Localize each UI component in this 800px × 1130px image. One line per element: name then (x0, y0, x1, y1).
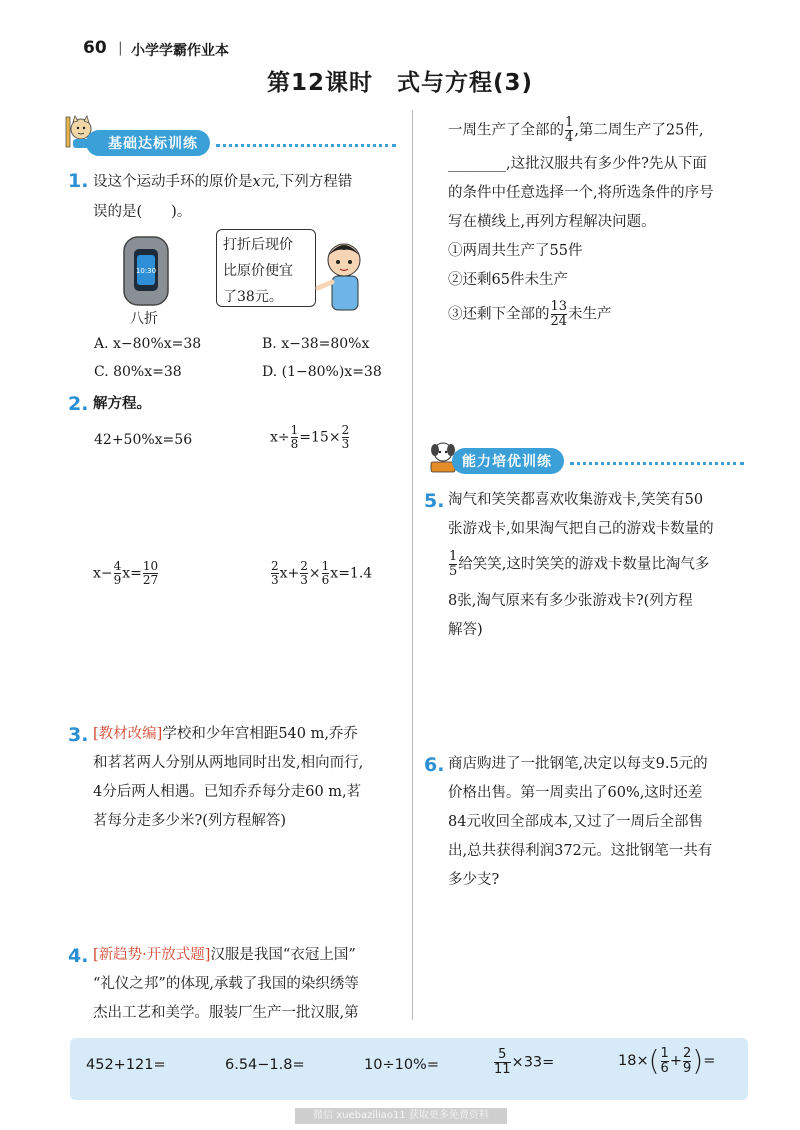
fraction-denominator: 9 (113, 573, 122, 587)
condition-1: ①两周共生产了55件 (448, 243, 583, 259)
fraction-numerator: 2 (341, 423, 350, 437)
page-number: 60 (83, 38, 107, 58)
fraction-numerator: 1 (449, 549, 458, 564)
eq2-fraction-1 (291, 424, 299, 451)
eq4-part-a: x+ (279, 565, 300, 582)
equation-3 (93, 560, 159, 587)
question-number-2: 2. (68, 393, 89, 415)
svg-text:10:30: 10:30 (135, 267, 157, 275)
question-5-line-2: 张游戏卡,如果淘气把自己的游戏卡数量的 (448, 521, 714, 537)
equation-2 (270, 424, 350, 451)
question-number-5: 5. (424, 490, 445, 512)
question-4-line-4 (448, 116, 703, 146)
fraction-denominator: 4 (565, 130, 574, 145)
speech-bubble (216, 229, 316, 307)
equation-1: 42+50%x=56 (94, 432, 193, 448)
fraction-denominator: 3 (271, 573, 279, 587)
calc-2: 6.54−1.8= (225, 1057, 305, 1073)
question-number-4: 4. (68, 945, 89, 967)
section-banner-advanced (452, 448, 744, 474)
option-b: B. x−38=80%x (262, 336, 370, 352)
fraction-denominator: 24 (550, 314, 568, 329)
watch-label: 八折 (130, 311, 158, 327)
fraction-numerator: 1 (290, 423, 299, 437)
question-6-line-2: 价格出售。第一周卖出了60%,这时还差 (448, 785, 703, 801)
fraction-denominator: 8 (290, 437, 299, 451)
q4-r1-text-b: ,第二周生产了25件, (574, 122, 704, 139)
fraction-numerator: 2 (300, 559, 308, 573)
q4-fraction-quarter (565, 116, 573, 145)
q5-fraction (449, 550, 457, 579)
fraction-denominator: 27 (142, 573, 159, 587)
option-c: C. 80%x=38 (94, 364, 182, 380)
fitness-band-icon (118, 235, 174, 307)
eq2-part-a: x÷ (270, 429, 290, 446)
equation-4 (270, 560, 372, 587)
section-title-advanced: 能力培优训练 (452, 448, 564, 474)
section-title-basic: 基础达标训练 (86, 130, 210, 156)
banner-dots (216, 143, 396, 147)
question-5-line-4: 8张,淘气原来有多少张游戏卡?(列方程 (448, 593, 693, 609)
q1-text-a: 设这个运动手环的原价是 (93, 174, 253, 190)
calc-5-text-b: = (703, 1053, 716, 1069)
question-4-line-7: 写在横线上,再列方程解决问题。 (448, 214, 656, 230)
question-6-line-5: 多少支? (448, 872, 500, 888)
fraction-denominator: 11 (494, 1062, 511, 1077)
calc-5 (618, 1046, 715, 1076)
lesson-title: 第12课时 式与方程(3) (266, 70, 534, 96)
calc-5-fraction-1 (661, 1047, 669, 1076)
question-number-1: 1. (68, 170, 89, 192)
section-banner-basic (86, 130, 396, 156)
calc-1: 452+121= (86, 1057, 166, 1073)
eq4-fraction-3 (322, 560, 330, 587)
watermark: 微信 xuebaziliao11 获取更多免费资料 (295, 1108, 507, 1124)
eq3-fraction-1 (114, 560, 122, 587)
left-paren: ( (648, 1044, 660, 1077)
bubble-line-2: 比原价便宜 (223, 263, 293, 279)
book-title: 小学学霸作业本 (131, 43, 229, 59)
fraction-numerator: 1 (321, 559, 330, 573)
boy-character-icon (314, 234, 374, 314)
bubble-line-3: 了38元。 (223, 289, 283, 305)
question-1-line-1 (93, 168, 403, 197)
option-d: D. (1−80%)x=38 (262, 364, 382, 380)
question-3-line-3: 4分后两人相遇。已知乔乔每分走60 m,茗 (93, 784, 362, 800)
fraction-denominator: 5 (449, 564, 458, 579)
question-4-line-1 (93, 941, 408, 970)
calc-5-fraction-2 (683, 1047, 691, 1076)
header-separator: | (118, 40, 123, 56)
option-a: A. x−80%x=38 (94, 336, 202, 352)
question-6-line-4: 出,总共获得利润372元。这批钢笔一共有 (448, 843, 713, 859)
condition-2: ②还剩65件未生产 (448, 272, 568, 288)
fraction-numerator: 2 (682, 1045, 692, 1061)
condition-3-fraction (551, 300, 568, 329)
fraction-numerator: 13 (550, 299, 568, 314)
question-3-line-2: 和茗茗两人分别从两地同时出发,相向而行, (93, 755, 364, 771)
banner-dots (570, 461, 744, 465)
question-3-tag: [教材改编] (93, 726, 163, 742)
question-4-blank-line[interactable]: ________,这批汉服共有多少件?先从下面 (448, 156, 707, 172)
condition-3-text-b: 未生产 (568, 306, 612, 323)
eq2-part-b: =15× (299, 429, 341, 446)
q1-variable: x (252, 174, 261, 190)
question-3-line-4: 茗每分走多少米?(列方程解答) (93, 813, 287, 829)
q1-text-b: 元,下列方程错 (260, 174, 353, 190)
fraction-numerator: 1 (565, 115, 574, 130)
fraction-denominator: 6 (660, 1060, 669, 1076)
eq4-part-c: x=1.4 (330, 565, 373, 582)
question-number-6: 6. (424, 754, 445, 776)
fraction-numerator: 2 (271, 559, 279, 573)
question-5-line-3 (448, 550, 709, 580)
question-4-line-3: 杰出工艺和美学。服装厂生产一批汉服,第 (93, 1005, 359, 1021)
fraction-denominator: 3 (300, 573, 308, 587)
eq2-fraction-2 (342, 424, 350, 451)
eq3-part-b: x= (122, 565, 142, 582)
calc-4 (493, 1048, 554, 1077)
q4-r1-text-a: 一周生产了全部的 (448, 122, 564, 139)
question-3-line-1 (93, 720, 408, 749)
column-divider (412, 110, 413, 1020)
eq3-part-a: x− (93, 565, 113, 582)
right-paren: ) (692, 1044, 704, 1077)
question-1-line-2: 误的是( )。 (93, 204, 192, 220)
q4-text: 汉服是我国“衣冠上国” (210, 947, 356, 963)
condition-3-text-a: ③还剩下全部的 (448, 306, 550, 323)
calc-4-fraction (494, 1048, 511, 1077)
question-2-title: 解方程。 (93, 396, 151, 412)
q3-text: 学校和少年宫相距540 m,乔乔 (162, 726, 358, 742)
eq4-fraction-2 (300, 560, 308, 587)
calc-5-plus: + (669, 1053, 682, 1069)
fraction-denominator: 3 (341, 437, 350, 451)
question-5-line-1: 淘气和笑笑都喜欢收集游戏卡,笑笑有50 (448, 492, 704, 508)
fraction-denominator: 9 (682, 1060, 692, 1076)
bubble-line-1: 打折后现价 (223, 237, 293, 253)
fraction-numerator: 5 (498, 1047, 507, 1062)
calc-4-text: ×33= (511, 1054, 555, 1071)
fraction-numerator: 4 (113, 559, 122, 573)
question-6-line-1: 商店购进了一批钢笔,决定以每支9.5元的 (448, 756, 708, 772)
eq4-part-b: × (308, 565, 321, 582)
calc-5-text-a: 18× (618, 1053, 649, 1069)
question-4-tag: [新趋势·开放式题] (93, 947, 211, 963)
condition-3 (448, 300, 612, 330)
eq4-fraction-1 (271, 560, 279, 587)
q5-line-3-text: 给笑笑,这时笑笑的游戏卡数量比淘气多 (458, 556, 710, 573)
question-number-3: 3. (68, 724, 89, 746)
fraction-denominator: 6 (321, 573, 330, 587)
fraction-numerator: 10 (142, 559, 159, 573)
question-5-line-5: 解答) (448, 622, 483, 638)
fraction-numerator: 1 (660, 1045, 669, 1061)
question-6-line-3: 84元收回全部成本,又过了一周后全部售 (448, 814, 704, 830)
question-4-line-6: 的条件中任意选择一个,将所选条件的序号 (448, 185, 714, 201)
question-4-line-2: “礼仪之邦”的体现,承载了我国的染织绣等 (93, 976, 359, 992)
calc-3: 10÷10%= (364, 1057, 439, 1073)
eq3-fraction-2 (143, 560, 158, 587)
